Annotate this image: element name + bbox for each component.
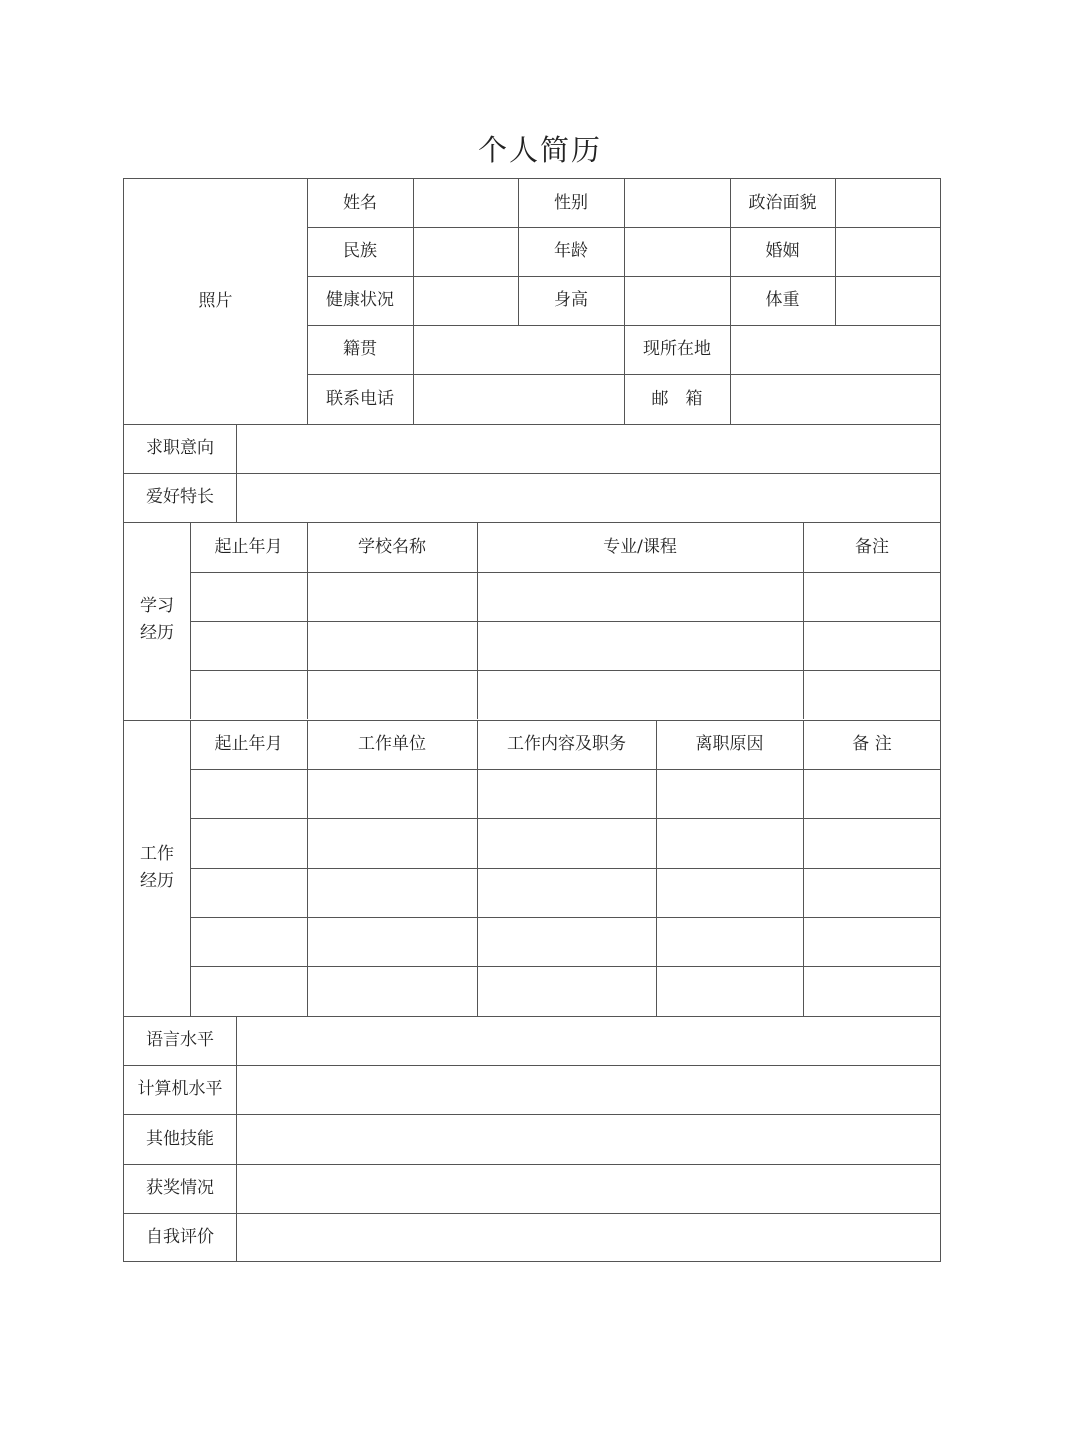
gender-label: 性别 [554, 192, 588, 213]
edu-row[interactable] [190, 572, 941, 621]
health-label: 健康状况 [326, 290, 394, 310]
other-skills-field[interactable] [236, 1114, 941, 1164]
current-location-field[interactable] [730, 325, 941, 374]
self-evaluation-field[interactable] [236, 1213, 941, 1261]
edu-header-notes: 备注 [855, 536, 889, 557]
work-row[interactable] [190, 917, 941, 966]
photo-placeholder[interactable]: 照片 [198, 291, 233, 311]
name-label: 姓名 [343, 192, 377, 213]
political-status-field[interactable] [835, 179, 941, 227]
edu-header-school: 学校名称 [358, 536, 426, 557]
work-section-label: 工作 经历 [140, 844, 174, 891]
phone-field[interactable] [413, 374, 624, 424]
weight-field[interactable] [835, 276, 941, 325]
work-row[interactable] [190, 818, 941, 868]
work-header-leave-reason: 离职原因 [695, 734, 764, 754]
edu-row[interactable] [190, 621, 941, 670]
phone-label: 联系电话 [326, 388, 394, 409]
job-intention-label: 求职意向 [146, 438, 214, 458]
other-skills-label: 其他技能 [146, 1128, 214, 1149]
resume-form [123, 178, 941, 1262]
work-row[interactable] [190, 769, 941, 818]
weight-label: 体重 [765, 290, 800, 310]
ethnicity-field[interactable] [413, 227, 518, 276]
hobbies-field[interactable] [236, 473, 941, 522]
work-row[interactable] [190, 868, 941, 917]
computer-level-label: 计算机水平 [137, 1079, 223, 1099]
language-level-label: 语言水平 [146, 1030, 214, 1050]
work-header-period: 起止年月 [214, 734, 283, 754]
edu-header-major: 专业/课程 [603, 536, 677, 557]
work-header-notes: 备 注 [852, 734, 892, 754]
age-label: 年龄 [554, 241, 588, 261]
awards-field[interactable] [236, 1164, 941, 1213]
marital-status-field[interactable] [835, 227, 941, 276]
native-place-label: 籍贯 [343, 339, 377, 359]
ethnicity-label: 民族 [343, 241, 377, 261]
marital-status-label: 婚姻 [765, 241, 800, 261]
computer-level-field[interactable] [236, 1065, 941, 1114]
gender-field[interactable] [624, 179, 730, 227]
edu-row[interactable] [190, 670, 941, 720]
height-label: 身高 [554, 290, 588, 310]
work-header-employer: 工作单位 [358, 734, 426, 754]
hobbies-label: 爱好特长 [146, 487, 214, 507]
name-field[interactable] [413, 179, 518, 227]
political-status-label: 政治面貌 [748, 192, 817, 213]
email-label: 邮 箱 [651, 388, 703, 409]
age-field[interactable] [624, 227, 730, 276]
awards-label: 获奖情况 [146, 1178, 214, 1198]
health-field[interactable] [413, 276, 518, 325]
work-row[interactable] [190, 966, 941, 1016]
education-section-label: 学习 经历 [140, 596, 174, 643]
current-location-label: 现所在地 [643, 339, 711, 359]
email-field[interactable] [730, 374, 941, 424]
work-header-duties: 工作内容及职务 [507, 734, 626, 754]
page-title: 个人简历 [477, 133, 602, 167]
height-field[interactable] [624, 276, 730, 325]
edu-header-period: 起止年月 [214, 536, 283, 557]
native-place-field[interactable] [413, 325, 624, 374]
job-intention-field[interactable] [236, 424, 941, 473]
language-level-field[interactable] [236, 1016, 941, 1065]
self-evaluation-label: 自我评价 [146, 1226, 214, 1247]
